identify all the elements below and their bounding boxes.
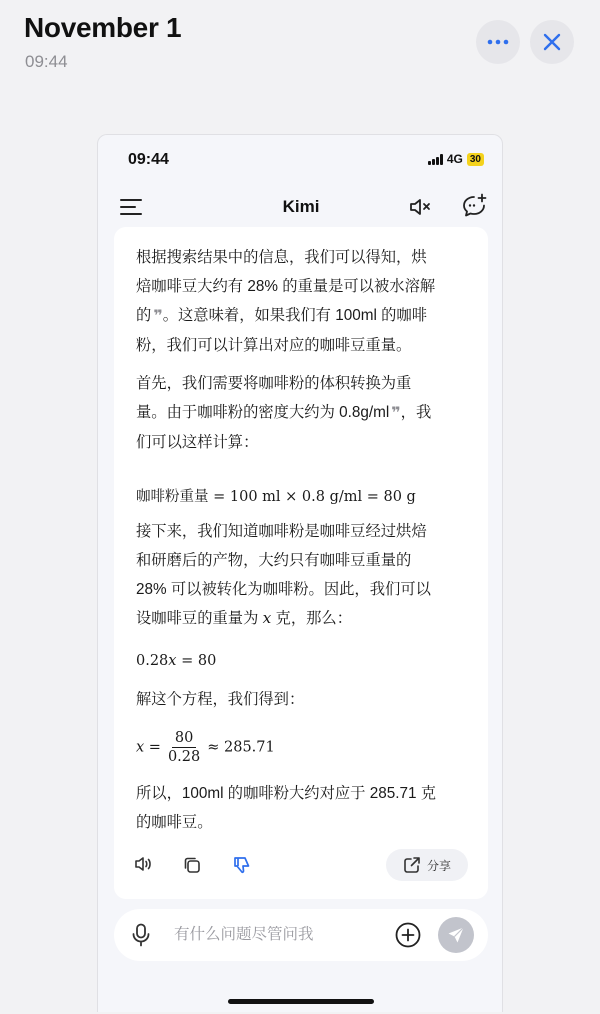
message-input[interactable] [174,923,384,947]
new-chat-icon[interactable] [462,193,488,219]
network-label: 4G [446,152,463,166]
more-options-button[interactable] [476,20,520,64]
home-indicator [228,999,374,1004]
message-paragraph-2: 首先，我们需要将咖啡粉的体积转换为重 量。由于咖啡粉的密度大约为 0.8g/ml ❞ ，我 们可以这样计算： [136,375,432,451]
fraction: $\frac{80}{0.28}$ [167,730,201,765]
equation-coffee-powder-weight: 咖啡粉重量 = 100 ml × 0.8 g/ml = 80 g [136,489,416,505]
message-paragraph-1: 根据搜索结果中的信息，我们可以得知，烘 焙咖啡豆大约有 28% 的重量是可以被水溶解 的 ❞ 。这意味着，如果我们有 100ml 的咖啡 粉，我们可以计算出对应的咖啡豆重量。 [136,249,436,354]
read-aloud-icon[interactable] [134,855,154,873]
citation-icon[interactable]: ❞ [391,405,399,422]
message-paragraph-3: 接下来，我们知道咖啡粉是咖啡豆经过烘焙 和研磨后的产物，大约只有咖啡豆重量的 28% 可以被转化为咖啡粉。因此，我们可以 设咖啡豆的重量为 x 克，那么： [136,523,431,627]
app-header [98,185,503,229]
speaker-mute-icon[interactable] [408,197,432,217]
close-button[interactable] [530,20,574,64]
microphone-icon[interactable] [132,923,150,947]
message-paragraph-4: 解这个方程，我们得到： [136,691,305,708]
phone-screenshot [97,134,503,1012]
send-button[interactable] [438,917,474,953]
viewer-date-title: November 1 [24,12,182,43]
ellipsis-icon [487,39,509,45]
assistant-message-card [114,227,488,899]
close-icon [543,33,561,51]
viewer-time: 09:44 [25,52,68,71]
add-icon[interactable] [395,922,421,948]
equation-bean-weight: 0.28x = 80 [136,653,217,669]
status-indicators [428,152,484,166]
equation-solution: x = $\frac{80}{0.28}$ ≈ 285.71 [136,730,275,765]
message-actions [114,845,488,885]
send-icon [447,926,465,944]
copy-icon[interactable] [182,855,202,875]
share-label: 分享 [426,858,451,873]
citation-icon[interactable]: ❞ [153,308,161,325]
battery-icon: 30 [467,153,484,166]
app-title: Kimi [282,197,320,216]
share-icon [403,856,421,874]
thumbs-down-icon[interactable] [232,855,252,875]
share-button[interactable] [386,849,468,881]
signal-icon [428,154,443,165]
chat-input-bar [114,909,488,961]
message-paragraph-5: 所以，100ml 的咖啡粉大约对应于 285.71 克 的咖啡豆。 [136,785,437,831]
status-time: 09:44 [128,151,169,168]
